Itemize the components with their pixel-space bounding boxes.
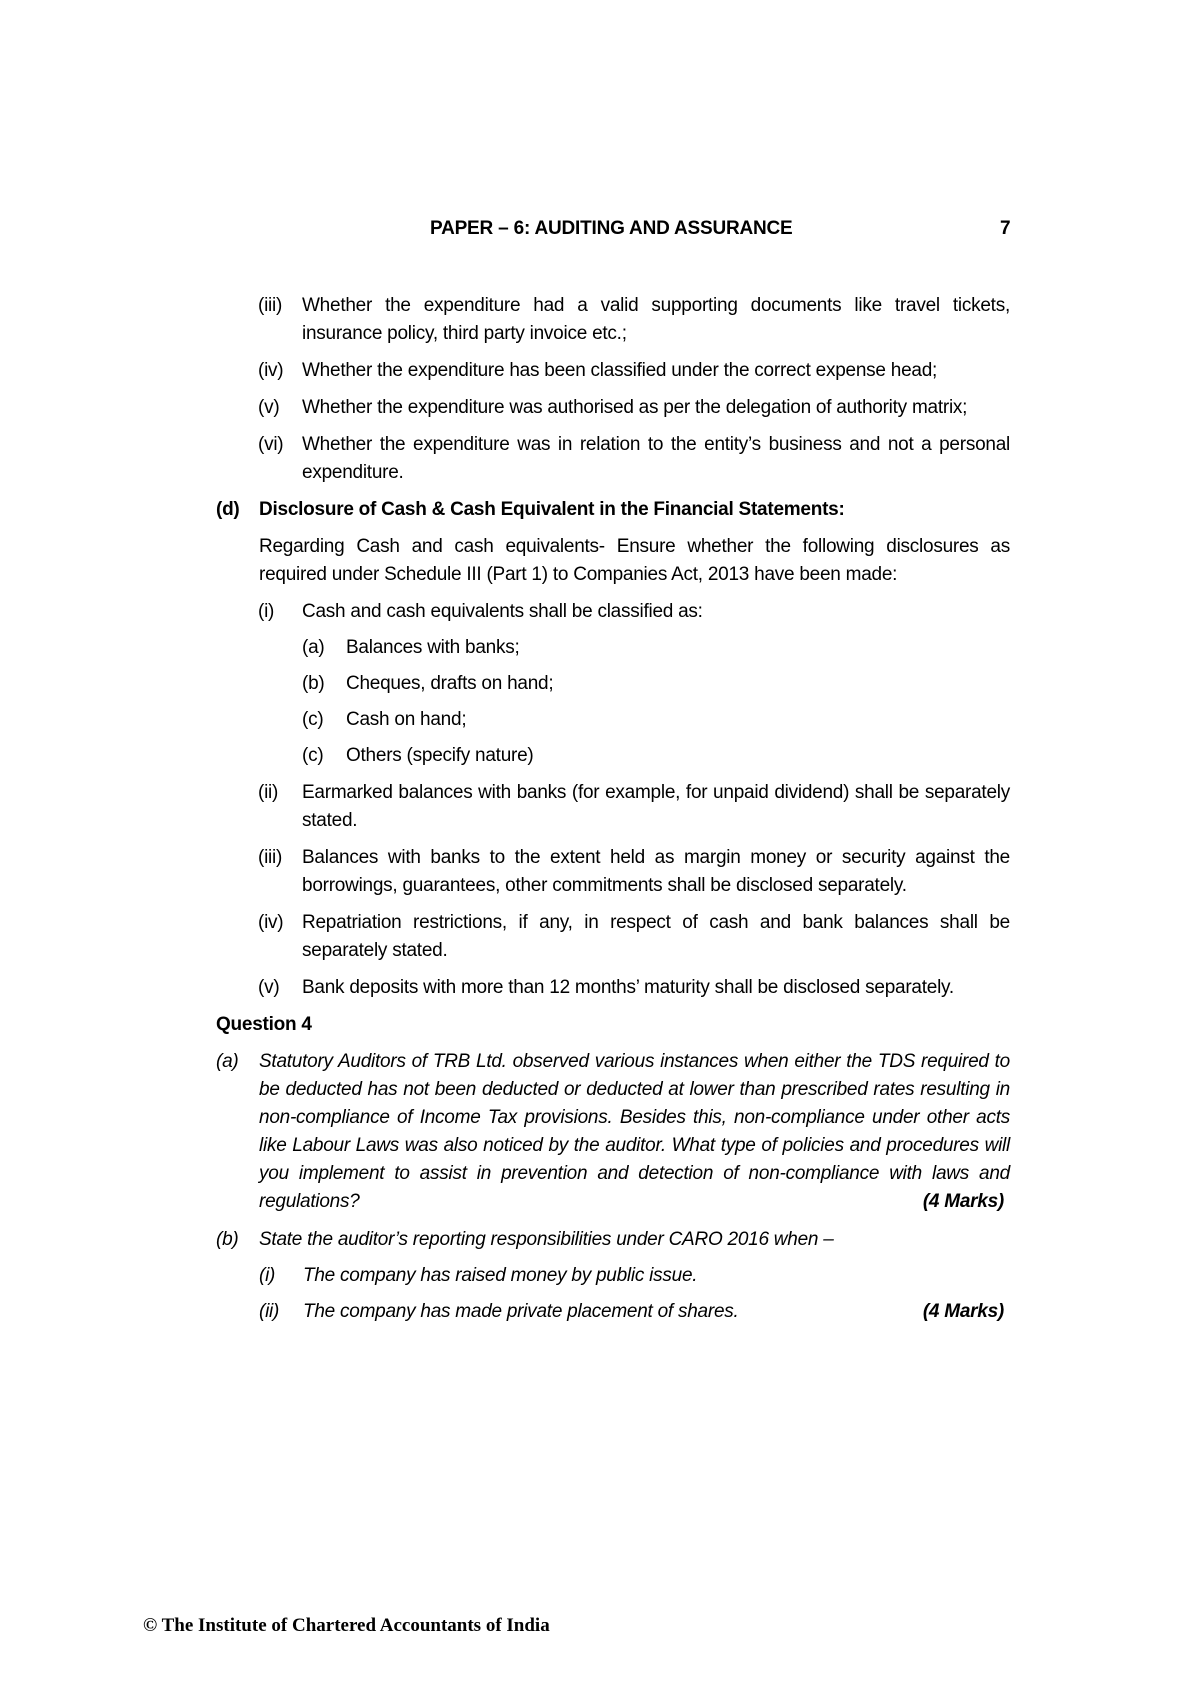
list-item-text: Bank deposits with more than 12 months’ maturity shall be disclosed separately. [302, 977, 954, 998]
list-item [258, 598, 1010, 626]
list-item [258, 431, 1010, 487]
sub-list-item-text: Balances with banks; [346, 637, 520, 658]
list-item [258, 844, 1010, 900]
list-item-label: (v) [258, 397, 280, 418]
sub-list-item-text: Cash on hand; [346, 709, 467, 730]
question-part-text: State the auditor’s reporting responsibilities under CARO 2016 when – [259, 1229, 834, 1250]
question-sub-item-text: The company has raised money by public issue. [303, 1265, 698, 1286]
section-d-intro: Regarding Cash and cash equivalents- Ensure whether the following disclosures as required under Schedule III (Part 1) to Companies Act, 2013 have been made: [259, 536, 1010, 585]
header-title: PAPER – 6: AUDITING AND ASSURANCE [430, 218, 793, 239]
section-label: (d) [216, 499, 240, 520]
list-item [258, 357, 1010, 385]
section-title: Disclosure of Cash & Cash Equivalent in the Financial Statements: [259, 499, 845, 520]
question-sub-item [259, 1262, 1010, 1290]
sub-list-item-text: Cheques, drafts on hand; [346, 673, 554, 694]
section-d-heading [216, 496, 1010, 524]
question-part-b [216, 1226, 1010, 1254]
sub-list-item [302, 670, 1010, 698]
sub-list-item-label: (c) [302, 745, 324, 766]
question-sub-item-label: (i) [259, 1265, 276, 1286]
list-item-text: Balances with banks to the extent held as margin money or security against the borrowings, guarantees, other commitments shall be disclosed separately. [302, 847, 1010, 896]
list-item-text: Whether the expenditure was in relation to the entity’s business and not a personal expenditure. [302, 434, 1010, 483]
list-item [258, 779, 1010, 835]
sub-list-item [302, 742, 1010, 770]
list-item-text: Repatriation restrictions, if any, in respect of cash and bank balances shall be separately stated. [302, 912, 1010, 961]
sub-list-item [302, 634, 1010, 662]
sub-list-item-label: (c) [302, 709, 324, 730]
list-item-text: Cash and cash equivalents shall be classified as: [302, 601, 703, 622]
list-item-text: Whether the expenditure had a valid supporting documents like travel tickets, insurance policy, third party invoice etc.; [302, 295, 1010, 344]
question-sub-item-label: (ii) [259, 1301, 280, 1322]
sub-list-item-label: (b) [302, 673, 325, 694]
question-sub-item-body [303, 1298, 1010, 1326]
list-item-label: (iii) [258, 847, 283, 868]
list-item [258, 394, 1010, 422]
list-item-label: (v) [258, 977, 280, 998]
list-item-text: Whether the expenditure was authorised as per the delegation of authority matrix; [302, 397, 968, 418]
list-item [258, 909, 1010, 965]
list-item-label: (iii) [258, 295, 283, 316]
sub-list-item-label: (a) [302, 637, 325, 658]
question-sub-item-text: The company has made private placement of shares. [303, 1301, 739, 1322]
question-part-label: (b) [216, 1229, 239, 1250]
list-item-label: (iv) [258, 360, 284, 381]
list-item-text: Earmarked balances with banks (for example, for unpaid dividend) shall be separately stated. [302, 782, 1010, 831]
question-heading: Question 4 [216, 1014, 312, 1035]
page-header [0, 218, 1191, 244]
list-item-label: (i) [258, 601, 275, 622]
copyright-footer: © The Institute of Chartered Accountants of India [143, 1615, 550, 1636]
page-content [216, 292, 1010, 1326]
question-sub-item [259, 1298, 1010, 1326]
sub-list-item [302, 706, 1010, 734]
list-item [258, 974, 1010, 1002]
page-number: 7 [1000, 218, 1011, 239]
list-item-label: (vi) [258, 434, 284, 455]
question-part-a [216, 1048, 1010, 1216]
list-item-label: (iv) [258, 912, 284, 933]
sub-list-item-text: Others (specify nature) [346, 745, 534, 766]
question-part-text: Statutory Auditors of TRB Ltd. observed various instances when either the TDS required to be deducted has not been deducted or deducted at lower than prescribed rates resulting in non-compliance of Income Tax provisions. Besides this, non-compliance under other acts like Labour Laws was also noticed by the auditor. What type of policies and procedures will you implement to assist in prevention and detection of non-compliance with laws and regulations? [259, 1051, 1010, 1212]
list-item-label: (ii) [258, 782, 279, 803]
marks-label: (4 Marks) [922, 1191, 1004, 1212]
question-part-body [259, 1048, 1010, 1216]
list-item [258, 292, 1010, 348]
list-item-text: Whether the expenditure has been classified under the correct expense head; [302, 360, 938, 381]
question-part-label: (a) [216, 1051, 239, 1072]
marks-label: (4 Marks) [922, 1301, 1004, 1322]
